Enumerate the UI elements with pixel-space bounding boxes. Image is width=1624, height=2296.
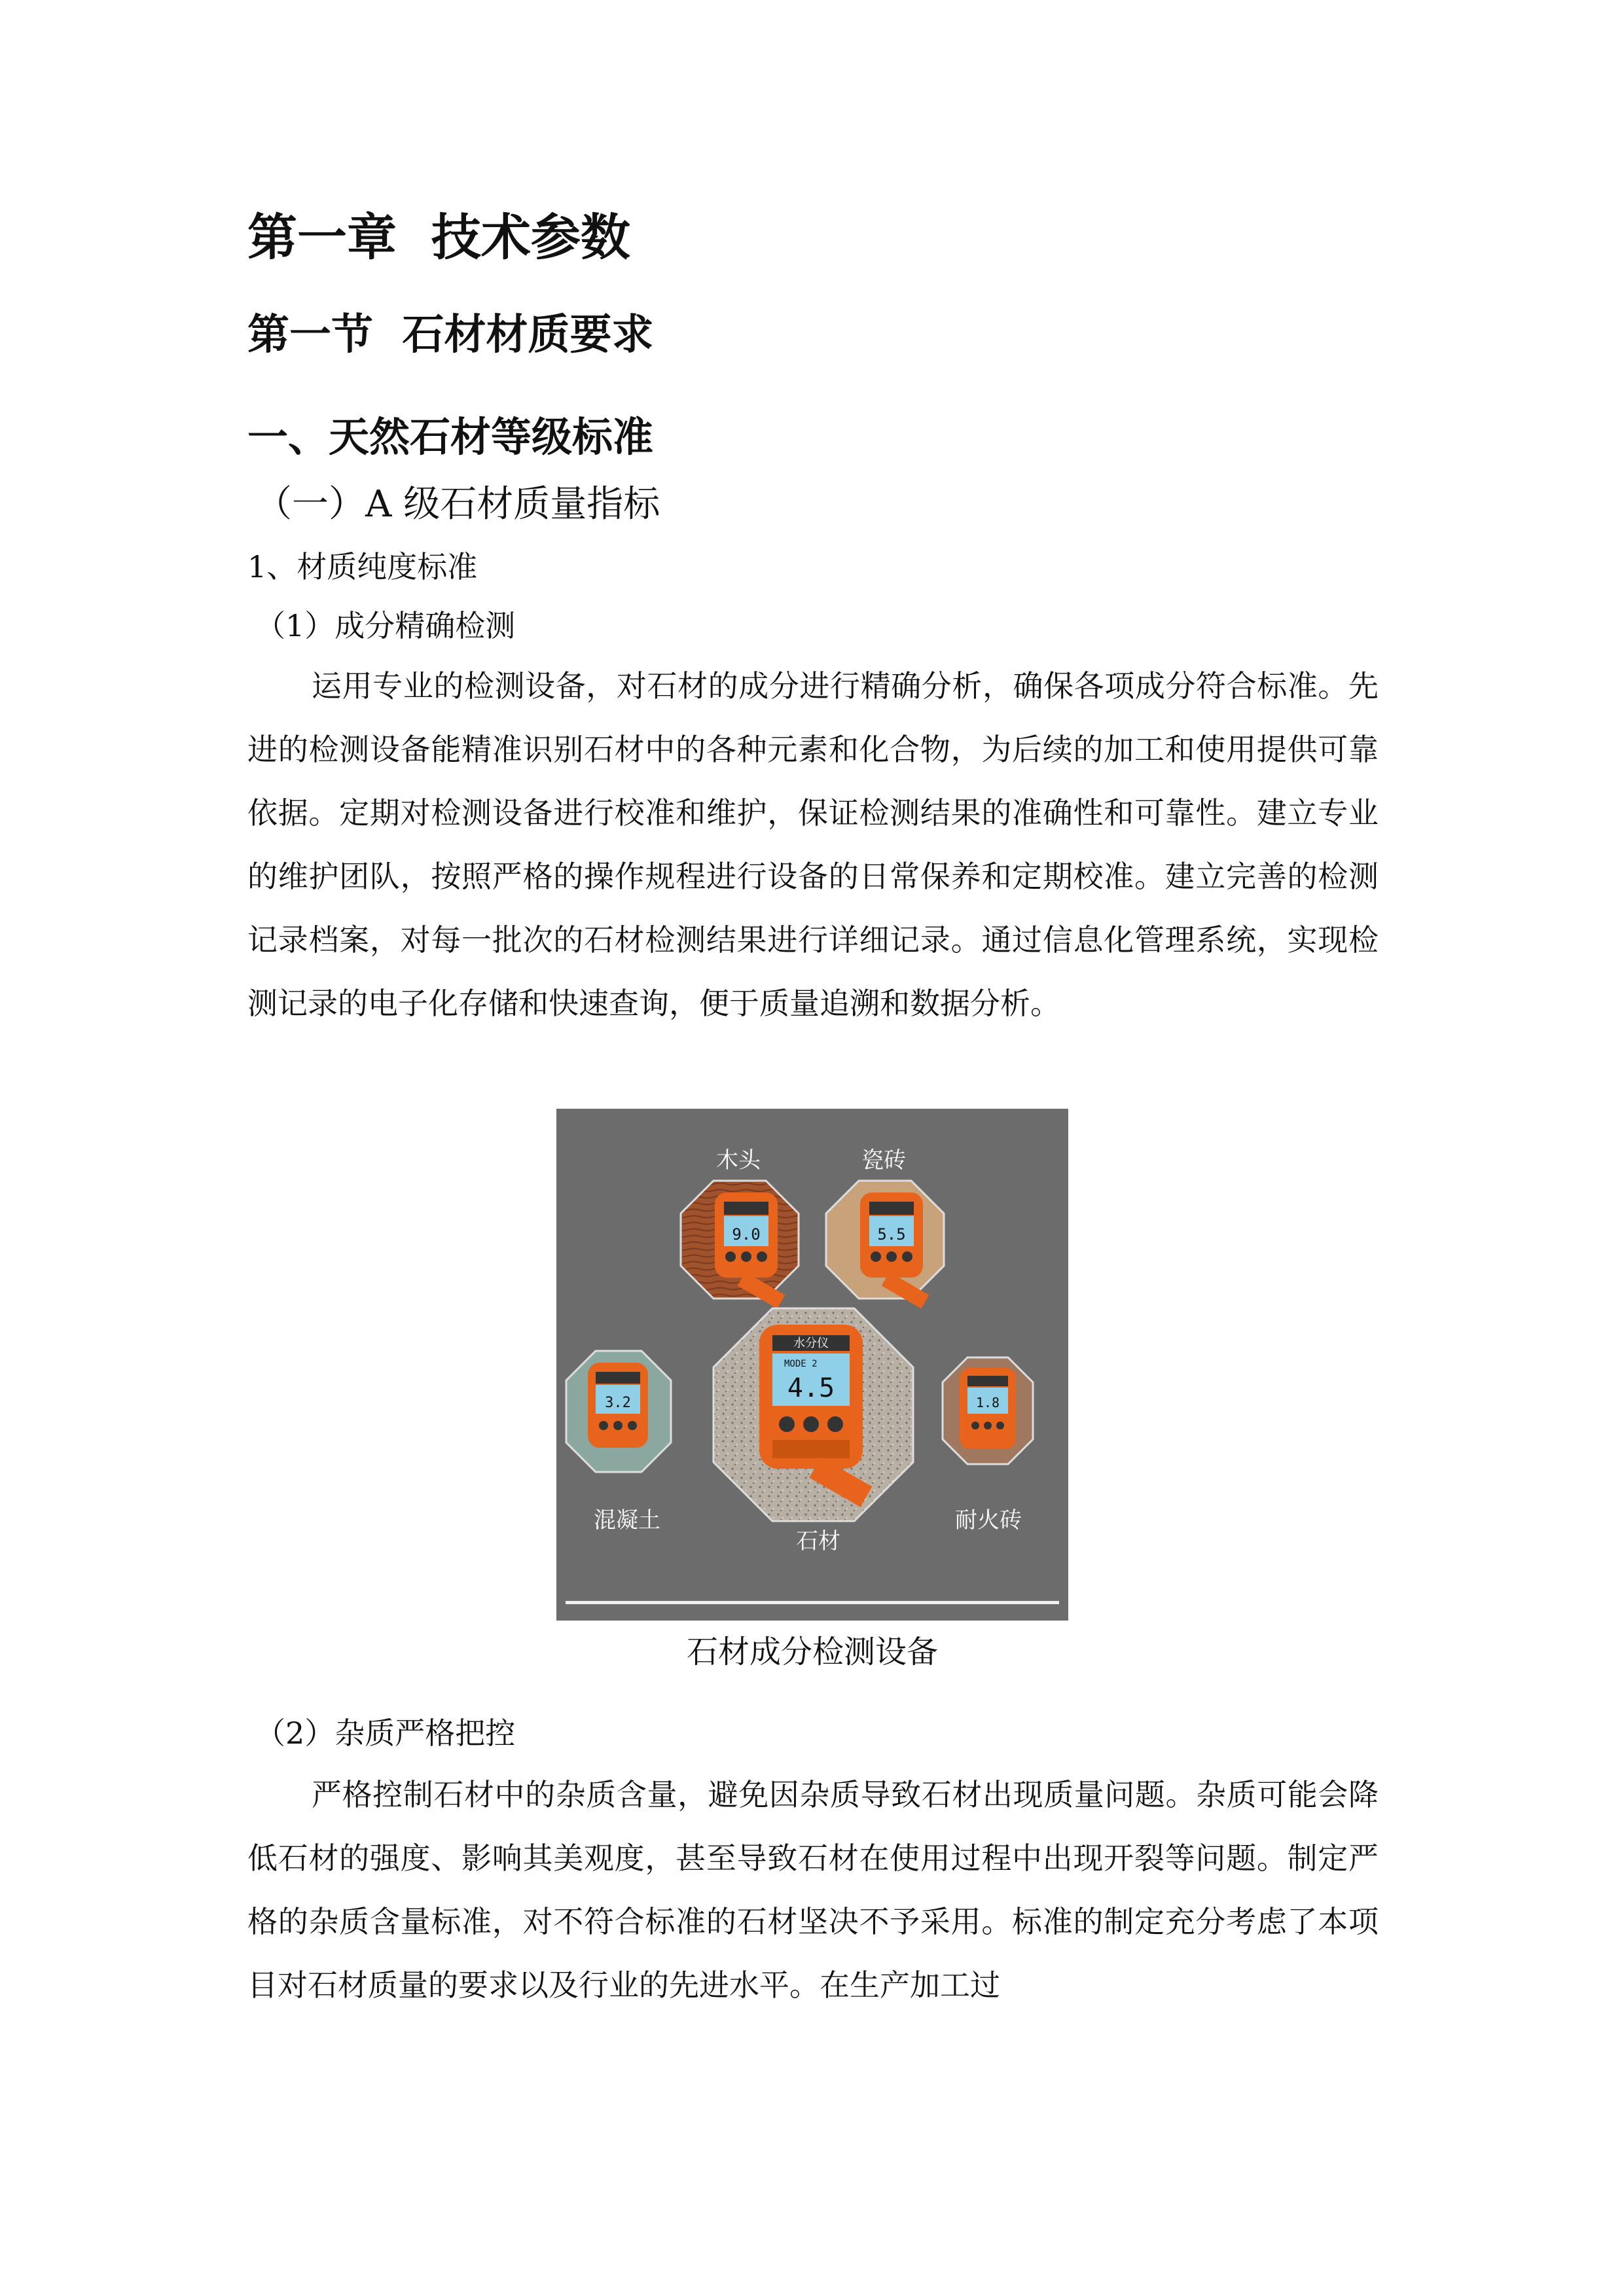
paragraph-impurity-control: 严格控制石材中的杂质含量，避免因杂质导致石材出现质量问题。杂质可能会降低石材的强度、影响其美观度，甚至导致石材在使用过程中出现开裂等问题。制定严格的杂质含量标准，对不符合标准的石材坚决不予采用。标准的制定充分考虑了本项目对石材质量的要求以及行业的先进水平。在生产加工过 [247,1777,1379,2003]
section-title: 第一节 石材材质要求 [247,311,654,359]
reading-stone: 4.5 [787,1373,835,1403]
reading-wood: 9.0 [732,1225,761,1244]
subsection-title: 一、天然石材等级标准 [247,413,654,461]
point-title-1: （1）成分精确检测 [255,608,516,643]
reading-concrete: 3.2 [605,1395,631,1411]
figure-caption: 石材成分检测设备 [686,1634,938,1670]
sample-concrete [566,1351,671,1472]
device-title: 水分仪 [793,1336,829,1350]
label-stone: 石材 [796,1528,840,1554]
reading-firebrick: 1.8 [975,1395,1000,1410]
label-firebrick: 耐火砖 [955,1507,1022,1534]
paragraph-composition-detection: 运用专业的检测设备，对石材的成分进行精确分析，确保各项成分符合标准。先进的检测设备能精准识别石材中的各种元素和化合物，为后续的加工和使用提供可靠依据。定期对检测设备进行校准和维护，保证检测结果的准确性和可靠性。建立专业的维护团队，按照严格的操作规程进行设备的日常保养和定期校准。建立完善的检测记录档案，对每一批次的石材检测结果进行详细记录。通过信息化管理系统，实现检测记录的电子化存储和快速查询，便于质量追溯和数据分析。 [247,668,1379,1021]
point-title-2: （2）杂质严格把控 [255,1715,516,1751]
mode-text: MODE 2 [784,1359,818,1369]
label-tile: 瓷砖 [861,1147,906,1174]
reading-tile: 5.5 [877,1225,906,1244]
label-concrete: 混凝土 [594,1507,660,1534]
sample-firebrick [943,1357,1033,1464]
subsubsection-title: （一）A 级石材质量指标 [255,483,660,526]
label-wood: 木头 [716,1147,761,1174]
sample-stone [713,1308,913,1521]
moisture-meter-photo [556,1109,1068,1621]
chapter-title: 第一章 技术参数 [247,208,630,266]
item-title: 1、材质纯度标准 [247,549,478,584]
figure-detection-equipment [556,1109,1068,1621]
